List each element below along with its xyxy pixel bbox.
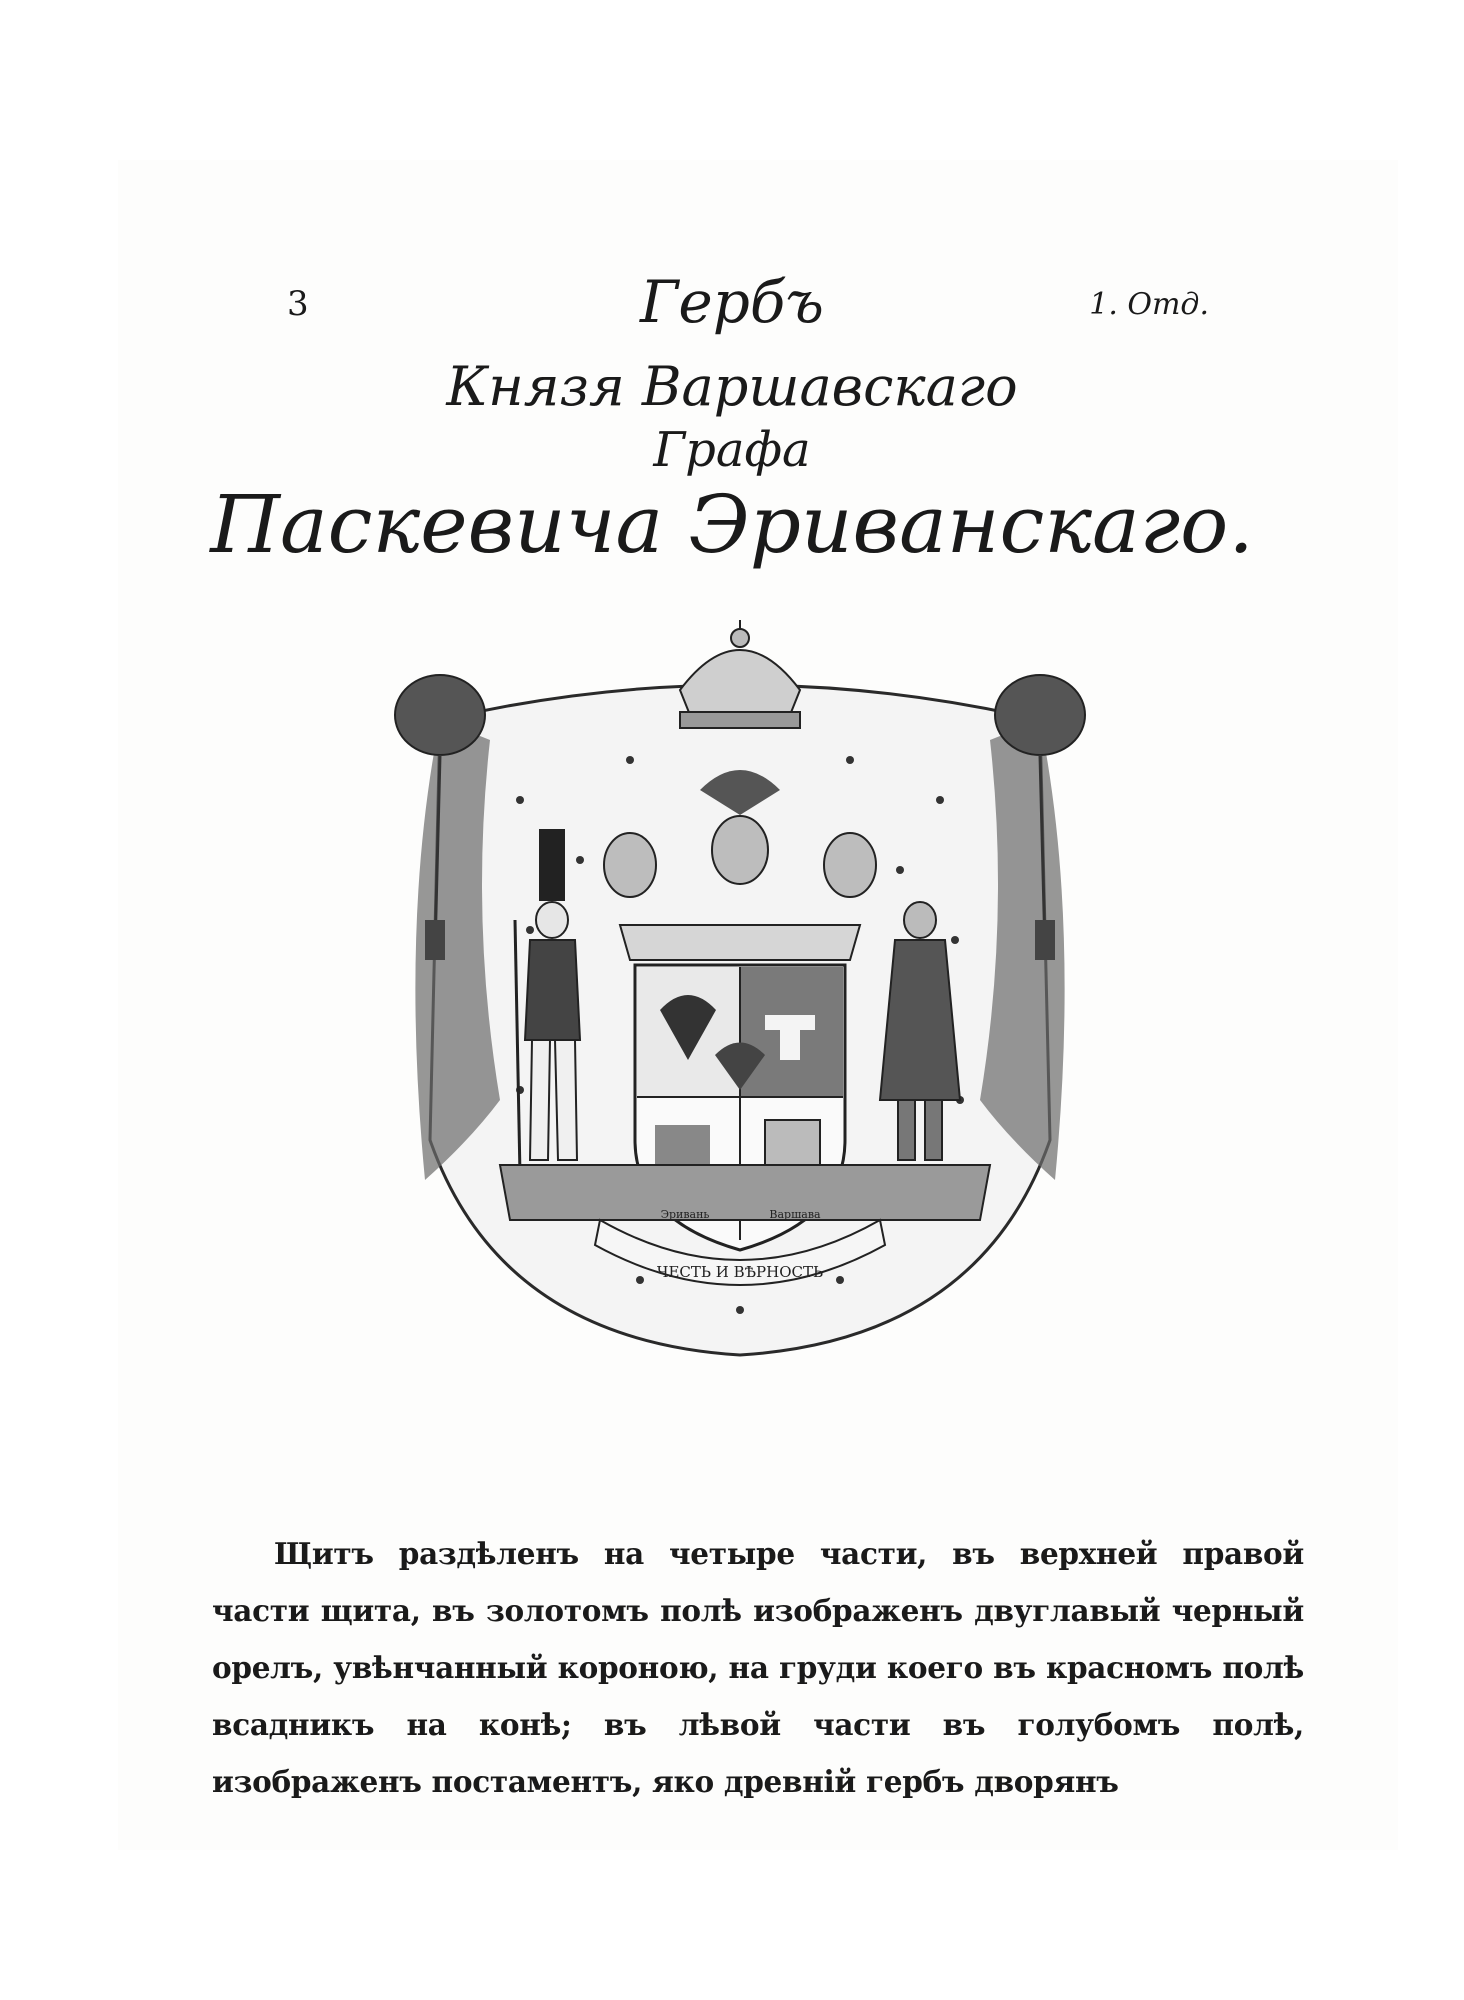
title-prince: Князя Варшавскаго bbox=[446, 355, 1018, 418]
title-word: Гербъ bbox=[640, 268, 824, 336]
pedestal bbox=[500, 1165, 990, 1220]
shield-label-right: Варшава bbox=[769, 1208, 821, 1221]
section-mark: 1. Отд. bbox=[1089, 287, 1209, 322]
motto-text: ЧЕСТЬ И ВѢРНОСТЬ bbox=[656, 1263, 824, 1281]
title-count: Графа bbox=[653, 422, 811, 478]
description-text: Щитъ раздѣленъ на четыре части, въ верхней правой части щита, въ золотомъ полѣ изображенъ двуглавый черный орелъ, увѣнчанный короною, на груди коего въ красномъ полѣ всадникъ на конѣ; въ лѣвой части въ голубомъ полѣ, изображенъ постаментъ, яко древній гербъ дворянъ bbox=[212, 1536, 1304, 1799]
shield-crown bbox=[620, 925, 860, 960]
princely-crown bbox=[680, 620, 800, 728]
coat-of-arms-illustration bbox=[380, 620, 1100, 1360]
title-family-name: Паскевича Эриванскаго. bbox=[210, 478, 1254, 571]
page-number: 3 bbox=[287, 284, 309, 324]
description-paragraph bbox=[212, 1525, 1304, 1810]
shield-label-left: Эривань bbox=[660, 1208, 710, 1221]
